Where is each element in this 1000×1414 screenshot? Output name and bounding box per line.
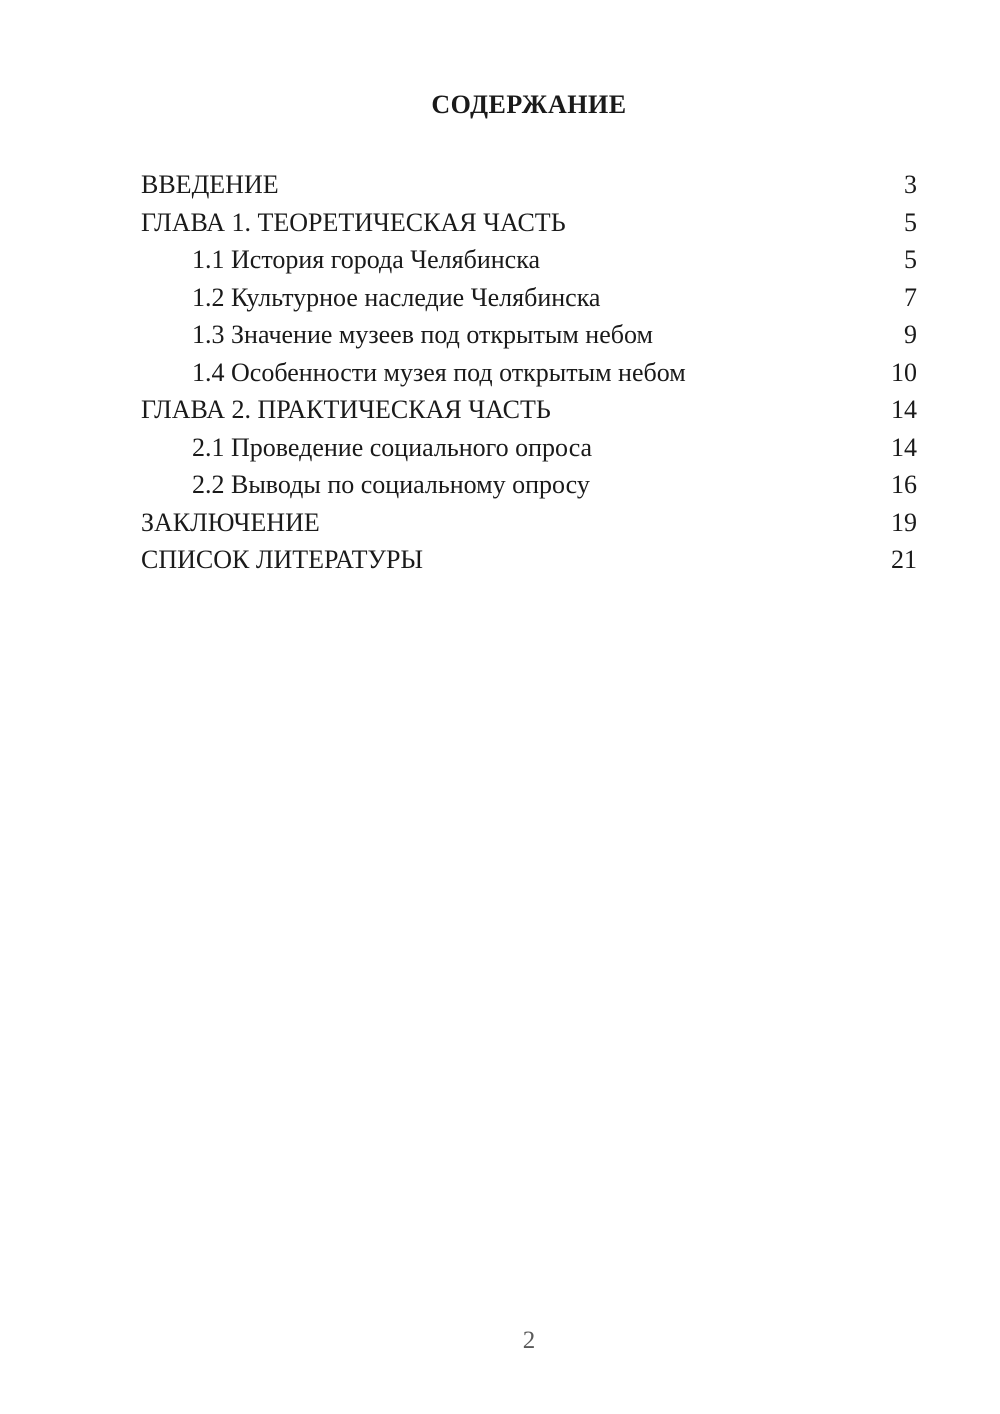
toc-entry-label: ЗАКЛЮЧЕНИЕ [141,507,320,537]
toc-entry-label: СПИСОК ЛИТЕРАТУРЫ [141,545,424,574]
toc-entry [141,466,917,504]
toc-content [141,88,917,579]
toc-entry-page-number: 5 [904,245,917,274]
toc-entry-page-number: 16 [891,470,917,499]
toc-entry [141,204,917,242]
toc-entry-label: 1.3 Значение музеев под открытым небом [192,320,653,349]
toc-entry-label: ГЛАВА 1. ТЕОРЕТИЧЕСКАЯ ЧАСТЬ [141,207,566,237]
page-title: СОДЕРЖАНИЕ [431,90,627,119]
toc-entry [141,429,917,467]
toc-entry-page-number: 7 [904,282,917,312]
toc-entry-label: 2.1 Проведение социального опроса [192,432,593,462]
toc-entry-page-number: 21 [891,545,917,574]
toc-entry-label: 1.4 Особенности музея под открытым небом [192,357,686,387]
toc-entry-page-number: 14 [891,395,917,424]
toc-entry [141,354,917,392]
toc-entry-label: 2.2 Выводы по социальному опросу [192,470,590,499]
toc-entry [141,316,917,354]
toc-entry-page-number: 3 [904,170,917,199]
footer-page-number: 2 [522,1327,536,1354]
toc-entry-label: ГЛАВА 2. ПРАКТИЧЕСКАЯ ЧАСТЬ [141,395,551,424]
toc-entry-label: 1.1 История города Челябинска [192,245,540,274]
toc-entry [141,241,917,279]
toc-entry [141,279,917,317]
table-of-contents [141,166,917,579]
toc-entry [141,391,917,429]
toc-entry-page-number: 14 [891,432,917,462]
toc-entry-page-number: 19 [891,507,917,537]
toc-entry [141,541,917,579]
toc-entry-page-number: 9 [904,320,917,349]
toc-entry [141,504,917,542]
toc-entry-page-number: 5 [904,207,917,237]
toc-entry-label: ВВЕДЕНИЕ [141,170,279,199]
toc-entry [141,166,917,204]
toc-entry-label: 1.2 Культурное наследие Челябинска [192,282,601,312]
toc-entry-page-number: 10 [891,357,917,387]
